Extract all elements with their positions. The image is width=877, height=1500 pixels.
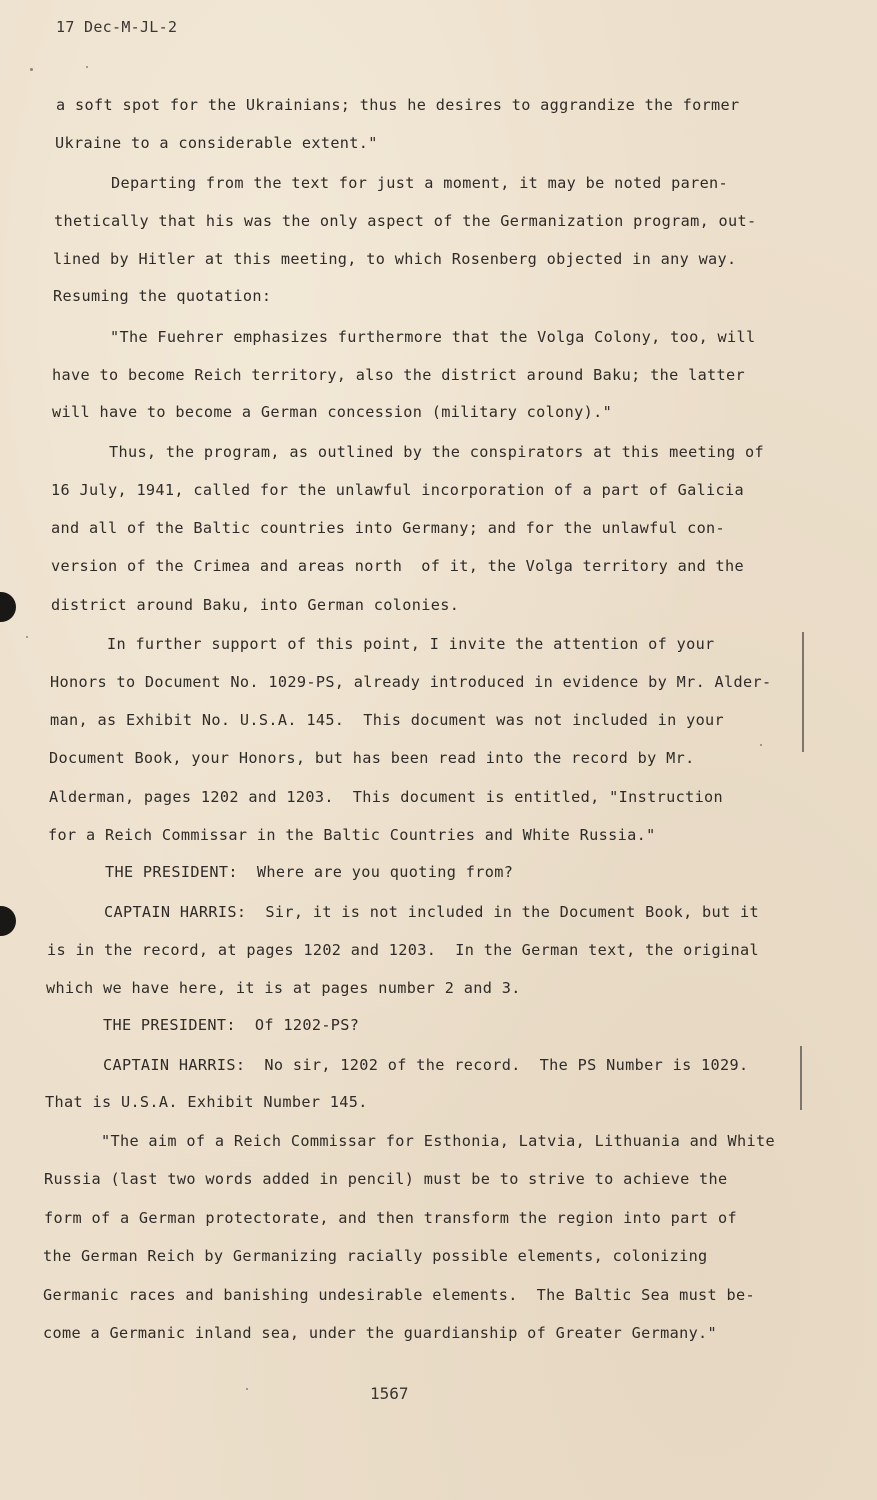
text-line: 16 July, 1941, called for the unlawful incorporation of a part of Galicia bbox=[51, 481, 745, 499]
text-line: "The Fuehrer emphasizes furthermore that the Volga Colony, too, will bbox=[53, 328, 756, 346]
document-id: 17 Dec-M-JL-2 bbox=[56, 18, 178, 36]
text-line: which we have here, it is at pages number 2 and 3. bbox=[46, 979, 521, 997]
text-line: Germanic races and banishing undesirable elements. The Baltic Sea must be- bbox=[43, 1286, 756, 1304]
paper-speck bbox=[86, 66, 88, 68]
text-line: man, as Exhibit No. U.S.A. 145. This document was not included in your bbox=[50, 711, 725, 729]
text-line: will have to become a German concession (military colony)." bbox=[52, 403, 613, 421]
text-line: THE PRESIDENT: Of 1202-PS? bbox=[46, 1016, 360, 1034]
text-line: the German Reich by Germanizing racially possible elements, colonizing bbox=[43, 1247, 708, 1265]
text-line: for a Reich Commissar in the Baltic Countries and White Russia." bbox=[48, 826, 656, 844]
text-line: That is U.S.A. Exhibit Number 145. bbox=[45, 1093, 368, 1111]
text-line: Document Book, your Honors, but has been read into the record by Mr. bbox=[49, 749, 695, 767]
text-line: CAPTAIN HARRIS: Sir, it is not included in the Document Book, but it bbox=[47, 903, 760, 921]
text-line: have to become Reich territory, also the district around Baku; the latter bbox=[52, 366, 746, 384]
text-line: district around Baku, into German colonies. bbox=[51, 596, 460, 614]
paper-speck bbox=[246, 1388, 248, 1390]
text-line: Departing from the text for just a moment, it may be noted paren- bbox=[54, 174, 729, 192]
text-line: Russia (last two words added in pencil) must be to strive to achieve the bbox=[44, 1170, 728, 1188]
paper-speck bbox=[26, 636, 28, 638]
text-line: CAPTAIN HARRIS: No sir, 1202 of the record. The PS Number is 1029. bbox=[46, 1056, 749, 1074]
text-line: Alderman, pages 1202 and 1203. This document is entitled, "Instruction bbox=[49, 788, 724, 806]
margin-mark bbox=[802, 632, 804, 752]
text-line: Ukraine to a considerable extent." bbox=[55, 134, 378, 152]
page-number: 1567 bbox=[370, 1384, 409, 1403]
text-line: a soft spot for the Ukrainians; thus he desires to aggrandize the former bbox=[56, 96, 740, 114]
paper-speck bbox=[760, 744, 762, 746]
text-line: version of the Crimea and areas north of it, the Volga territory and the bbox=[51, 557, 745, 575]
text-line: THE PRESIDENT: Where are you quoting from? bbox=[48, 863, 514, 881]
text-line: is in the record, at pages 1202 and 1203. In the German text, the original bbox=[47, 941, 760, 959]
text-line: lined by Hitler at this meeting, to which Rosenberg objected in any way. bbox=[53, 250, 737, 268]
text-line: form of a German protectorate, and then transform the region into part of bbox=[44, 1209, 738, 1227]
text-line: come a Germanic inland sea, under the guardianship of Greater Germany." bbox=[43, 1324, 718, 1342]
text-line: In further support of this point, I invite the attention of your bbox=[50, 635, 715, 653]
text-line: thetically that his was the only aspect of the Germanization program, out- bbox=[54, 212, 757, 230]
text-line: Resuming the quotation: bbox=[53, 287, 272, 305]
text-line: Honors to Document No. 1029-PS, already introduced in evidence by Mr. Alder- bbox=[50, 673, 772, 691]
text-line: and all of the Baltic countries into Germany; and for the unlawful con- bbox=[51, 519, 726, 537]
text-line: "The aim of a Reich Commissar for Esthonia, Latvia, Lithuania and White bbox=[44, 1132, 776, 1150]
margin-mark bbox=[800, 1046, 802, 1110]
paper-speck bbox=[30, 68, 33, 71]
punch-hole bbox=[0, 592, 16, 622]
punch-hole bbox=[0, 906, 16, 936]
text-line: Thus, the program, as outlined by the conspirators at this meeting of bbox=[52, 443, 765, 461]
